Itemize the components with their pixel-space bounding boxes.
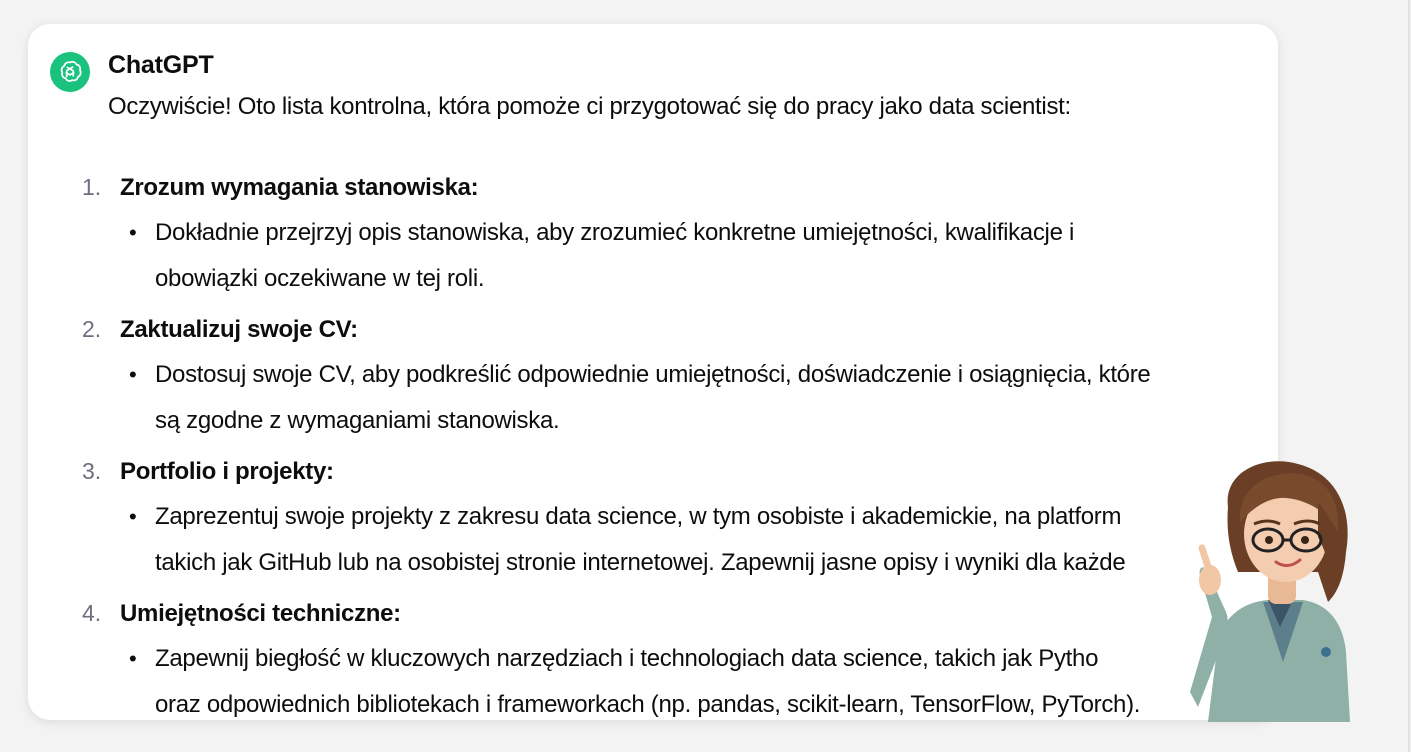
checklist-item <box>82 452 1262 586</box>
checklist-item <box>82 594 1262 720</box>
cartoon-woman-pointing-icon <box>1168 452 1358 722</box>
bullet-item <box>82 210 1262 302</box>
step-bullets <box>82 210 1262 302</box>
bullet-line: Zapewnij biegłość w kluczowych narzędziach i technologiach data science, takich jak Pytho <box>155 645 1099 672</box>
step-bullets <box>82 352 1262 444</box>
sender-name: ChatGPT <box>108 51 214 79</box>
chatgpt-avatar <box>50 52 90 92</box>
bullet-icon: • <box>129 362 137 387</box>
bullet-icon: • <box>129 646 137 671</box>
step-number: 3. <box>82 458 102 484</box>
bullet-line: obowiązki oczekiwane w tej roli. <box>155 265 485 292</box>
bullet-icon: • <box>129 220 137 245</box>
intro-text: Oczywiście! Oto lista kontrolna, która pomoże ci przygotować się do pracy jako data scientist: <box>108 93 1071 120</box>
bullet-line: takich jak GitHub lub na osobistej stronie internetowej. Zapewnij jasne opisy i wyniki dla każde <box>155 549 1126 576</box>
bullet-item <box>82 636 1262 720</box>
bullet-item <box>82 494 1262 586</box>
step-bullets <box>82 636 1262 720</box>
bullet-line: oraz odpowiednich bibliotekach i frameworkach (np. pandas, scikit-learn, TensorFlow, PyTorch). <box>155 691 1141 718</box>
bullet-line: Dokładnie przejrzyj opis stanowiska, aby zrozumieć konkretne umiejętności, kwalifikacje i <box>155 219 1075 246</box>
bullet-icon: • <box>129 504 137 529</box>
step-title: Zrozum wymagania stanowiska: <box>120 174 479 201</box>
step-title: Zaktualizuj swoje CV: <box>120 316 358 343</box>
bullet-line: są zgodne z wymaganiami stanowiska. <box>155 407 560 434</box>
checklist <box>82 168 1262 720</box>
bullet-line: Dostosuj swoje CV, aby podkreślić odpowiednie umiejętności, doświadczenie i osiągnięcia, które <box>155 361 1151 388</box>
checklist-item <box>82 168 1262 302</box>
checklist-item <box>82 310 1262 444</box>
step-number: 1. <box>82 174 102 200</box>
step-bullets <box>82 494 1262 586</box>
bullet-item <box>82 352 1262 444</box>
chatgpt-logo-icon <box>57 59 83 85</box>
step-number: 2. <box>82 316 102 342</box>
chat-message-card <box>28 24 1278 720</box>
step-number: 4. <box>82 600 102 626</box>
step-title: Portfolio i projekty: <box>120 458 334 485</box>
panel-divider <box>1408 0 1410 752</box>
step-title: Umiejętności techniczne: <box>120 600 401 627</box>
bullet-line: Zaprezentuj swoje projekty z zakresu data science, w tym osobiste i akademickie, na platform <box>155 503 1122 530</box>
